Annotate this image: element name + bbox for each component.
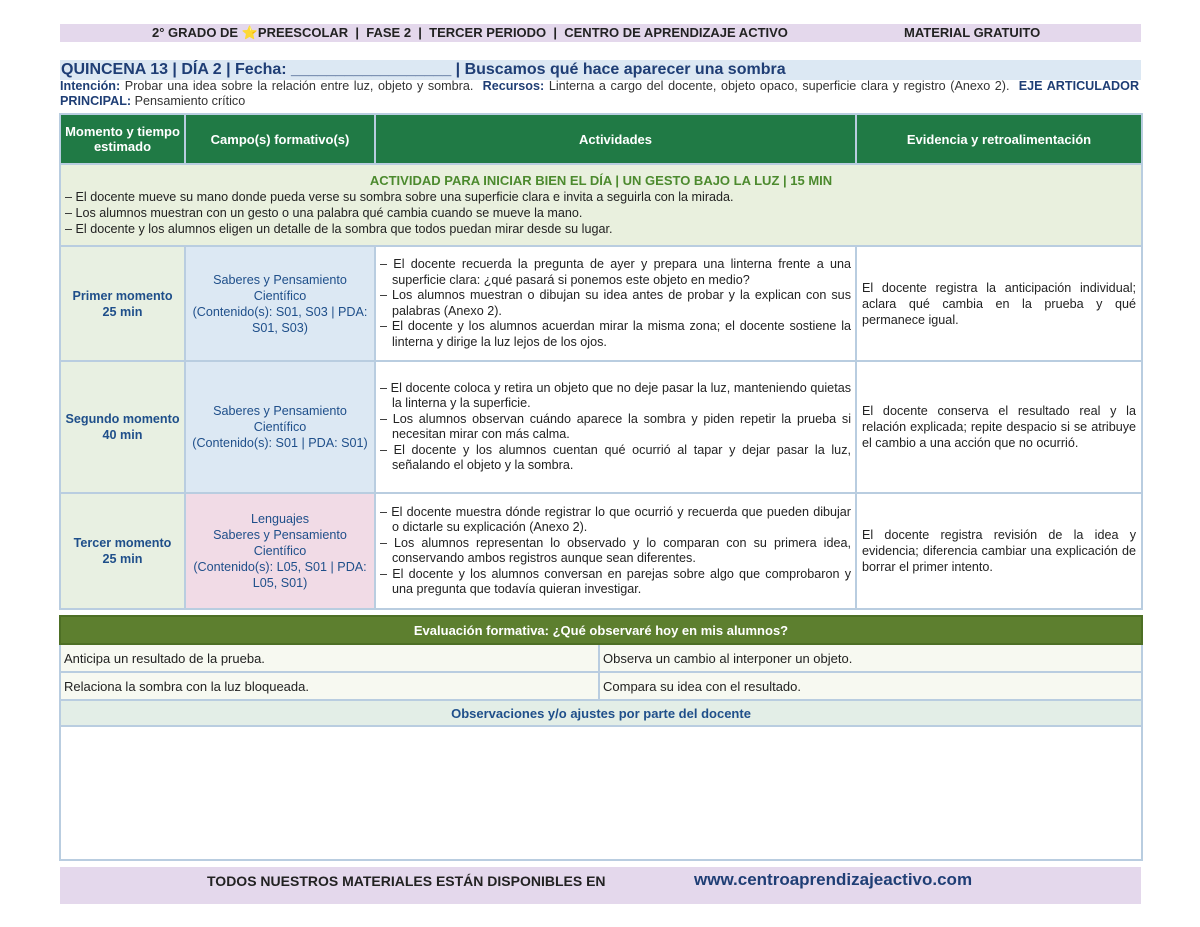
activities-cell (375, 493, 856, 609)
moment-name: Primer momento (72, 288, 173, 303)
activity-item: – El docente recuerda la pregunta de ayer y prepara una linterna frente a una superficie clara: ¿qué pasará si ponemos este objeto en medio? (380, 257, 851, 287)
start-activity-title: ACTIVIDAD PARA INICIAR BIEN EL DÍA | UN GESTO BAJO LA LUZ | 15 MIN (369, 173, 833, 188)
table-row (60, 361, 1142, 493)
top-banner (60, 24, 1141, 42)
evaluation-item: Relaciona la sombra con la luz bloqueada. (60, 672, 599, 700)
field-cell (185, 246, 375, 361)
moment-cell (60, 361, 185, 493)
activity-item: – Los alumnos representan lo observado y lo comparan con su primera idea, conservando ambos registros aunque sean diferentes. (380, 535, 851, 565)
evidence-cell: El docente conserva el resultado real y la relación explicada; repite despacio si se atribuye el cambio a una acción que no ocurrió. (856, 361, 1142, 493)
intention-text: Probar una idea sobre la relación entre luz, objeto y sombra. (124, 79, 474, 93)
moment-name: Tercer momento (73, 536, 172, 550)
field-name: Saberes y Pensamiento Científico (213, 404, 347, 434)
header-moment: Momento y tiempo estimado (60, 114, 185, 164)
table-row (60, 246, 1142, 361)
field-contents: (Contenido(s): S01 | PDA: S01) (192, 436, 368, 450)
axis-text: Pensamiento crítico (134, 94, 246, 108)
field-cell (185, 361, 375, 493)
table-header-row (60, 114, 1142, 164)
free-material-label: MATERIAL GRATUITO (904, 25, 1041, 40)
moment-name: Segundo momento (65, 412, 180, 426)
observations-title: Observaciones y/o ajustes por parte del docente (60, 700, 1142, 726)
footer-banner (60, 867, 1141, 904)
planning-table (59, 113, 1143, 610)
start-activity-line: – Los alumnos muestran con un gesto o una palabra qué cambia cuando se mueve la mano. (65, 206, 583, 220)
field-contents: (Contenido(s): L05, S01 | PDA: L05, S01) (193, 560, 367, 590)
activity-item: – Los alumnos observan cuándo aparece la sombra y piden repetir la prueba si necesitan mirar con más calma. (380, 411, 851, 441)
header-evidence: Evidencia y retroalimentación (856, 114, 1142, 164)
session-title-bar (60, 60, 1141, 80)
start-activity-line: – El docente y los alumnos eligen un detalle de la sombra que todos puedan mirar desde su lugar. (65, 222, 613, 236)
activity-item: – El docente coloca y retira un objeto que no deje pasar la luz, manteniendo quietas la linterna y la superficie. (380, 380, 851, 410)
activities-cell (375, 361, 856, 493)
field-name: Lenguajes (250, 512, 310, 526)
activity-item: – El docente y los alumnos cuentan qué ocurrió al tapar y dejar pasar la luz, señalando el objeto y la sombra. (380, 442, 851, 472)
field-name: Saberes y Pensamiento Científico (213, 272, 347, 303)
field-name: Saberes y Pensamiento Científico (213, 528, 347, 558)
evaluation-title: Evaluación formativa: ¿Qué observaré hoy en mis alumnos? (60, 616, 1142, 644)
table-row (60, 493, 1142, 609)
moment-cell (60, 246, 185, 361)
header-field: Campo(s) formativo(s) (185, 114, 375, 164)
evaluation-item: Observa un cambio al interponer un objeto. (599, 644, 1142, 672)
field-contents: (Contenido(s): S01, S03 | PDA: S01, S03) (192, 304, 368, 335)
evaluation-item: Compara su idea con el resultado. (599, 672, 1142, 700)
activity-item: – Los alumnos muestran o dibujan su idea antes de probar y la explican con sus palabras (Anexo 2). (380, 288, 851, 318)
activity-item: – El docente y los alumnos conversan en parejas sobre algo que comprobaron y una pregunta que todavía quieran investigar. (380, 566, 851, 596)
activities-cell (375, 246, 856, 361)
resources-text: Linterna a cargo del docente, objeto opaco, superficie clara y registro (Anexo 2). (548, 79, 1010, 93)
evidence-cell: El docente registra la anticipación individual; aclara qué cambia en la prueba y qué permanece igual. (856, 246, 1142, 361)
resources-label: Recursos: (482, 79, 545, 93)
activity-item: – El docente muestra dónde registrar lo que ocurrió y recuerda que pueden dibujar o dictarle su explicación (Anexo 2). (380, 504, 851, 534)
evaluation-item: Anticipa un resultado de la prueba. (60, 644, 599, 672)
grade-phase-period-label: 2° GRADO DE ⭐PREESCOLAR | FASE 2 | TERCER PERIODO | CENTRO DE APRENDIZAJE ACTIVO (152, 25, 788, 40)
footer-text: TODOS NUESTROS MATERIALES ESTÁN DISPONIBLES EN (207, 873, 606, 889)
session-title: QUINCENA 13 | DÍA 2 | Fecha: __________________ | Buscamos qué hace aparecer una sombra (61, 61, 786, 78)
header-activities: Actividades (375, 114, 856, 164)
moment-cell (60, 493, 185, 609)
moment-time: 25 min (102, 304, 143, 319)
observations-area[interactable] (60, 726, 1142, 860)
footer-url-link[interactable]: www.centroaprendizajeactivo.com (694, 870, 973, 889)
evidence-cell: El docente registra revisión de la idea y evidencia; diferencia cambiar una explicación de borrar el primer intento. (856, 493, 1142, 609)
moment-time: 40 min (102, 428, 143, 442)
activity-item: – El docente y los alumnos acuerdan mirar la misma zona; el docente sostiene la linterna y dirige la luz lejos de los ojos. (380, 319, 851, 349)
axis-label: EJE ARTICULADOR PRINCIPAL: (60, 79, 1140, 108)
intention-label: Intención: (60, 79, 121, 93)
start-activity-line: – El docente mueve su mano donde pueda verse su sombra sobre una superficie clara e invita a seguirla con la mirada. (65, 190, 734, 204)
moment-time: 25 min (102, 552, 143, 566)
intention-resources-block (60, 79, 1139, 109)
field-cell (185, 493, 375, 609)
start-activity-cell (60, 164, 1142, 246)
start-activity-row (60, 164, 1142, 246)
formative-evaluation-table (59, 615, 1143, 861)
